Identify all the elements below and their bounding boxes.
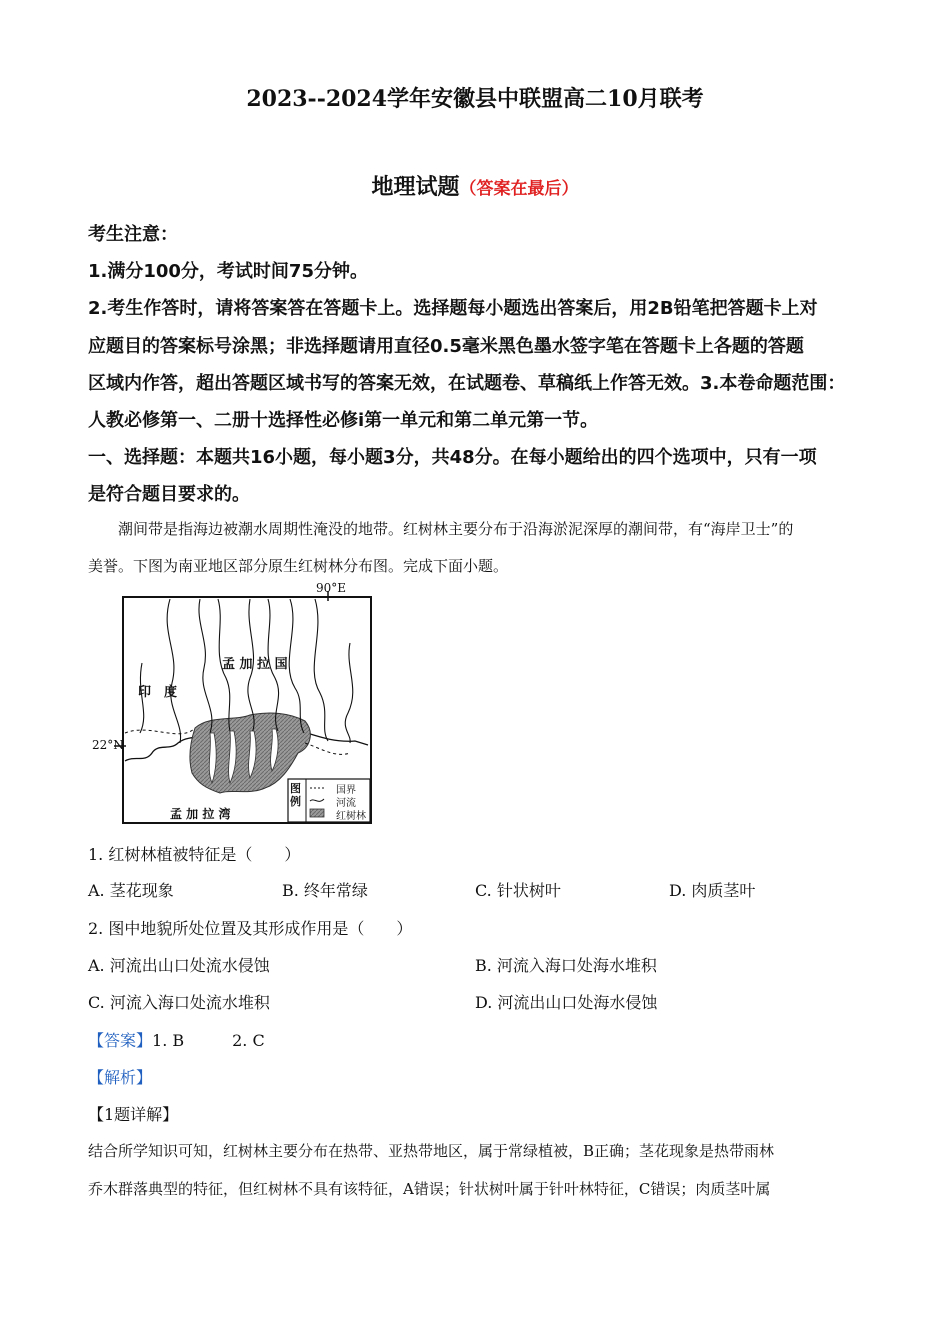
q2-option-c: C. 河流入海口处流水堆积 <box>88 993 270 1012</box>
notice-item-2-line3: 区域内作答，超出答题区域书写的答案无效，在试题卷、草稿纸上作答无效。3.本卷命题范围： <box>88 373 846 394</box>
question-2-stem: 2. 图中地貌所处位置及其形成作用是（ ） <box>88 919 413 938</box>
answer-label: 【答案】 <box>88 1031 153 1050</box>
passage-line1: 潮间带是指海边被潮水周期性淹没的地带。红树林主要分布于沿海淤泥深厚的潮间带，有“海岸卫士”的 <box>118 520 794 538</box>
legend-border-label: 国界 <box>336 785 356 796</box>
legend-mangrove-symbol <box>310 809 324 817</box>
notice-item-2-line1: 2.考生作答时，请将答案答在答题卡上。选择题每小题选出答案后，用2B铅笔把答题卡上对 <box>88 298 818 319</box>
label-india: 印 度 <box>138 685 178 700</box>
notice-heading: 考生注意： <box>88 224 178 245</box>
q2-option-d: D. 河流出山口处海水侵蚀 <box>475 993 658 1012</box>
answer-line <box>88 1028 265 1051</box>
passage-line2: 美誉。下图为南亚地区部分原生红树林分布图。完成下面小题。 <box>88 557 509 575</box>
section-heading-line2: 是符合题目要求的。 <box>88 484 250 505</box>
question-1-stem: 1. 红树林植被特征是（ ） <box>88 845 301 864</box>
q1-option-d: D. 肉质茎叶 <box>669 881 756 900</box>
subject-title <box>0 170 950 201</box>
q1-option-a: A. 茎花现象 <box>88 881 174 900</box>
answer-location-note: （答案在最后） <box>459 179 579 199</box>
legend-mangrove-label: 红树林 <box>336 811 366 822</box>
latitude-label: 22°N <box>92 738 124 752</box>
notice-item-2-line2: 应题目的答案标号涂黑；非选择题请用直径0.5毫米黑色墨水签字笔在答题卡上各题的答题 <box>88 336 804 357</box>
page-title: 2023--2024学年安徽县中联盟高二10月联考 <box>246 86 704 112</box>
q1-option-c: C. 针状树叶 <box>475 881 561 900</box>
notice-item-1: 1.满分100分，考试时间75分钟。 <box>88 261 368 282</box>
answer-values: 1. B 2. C <box>152 1031 265 1050</box>
section-heading-line1: 一、选择题：本题共16小题，每小题3分，共48分。在每小题给出的四个选项中，只有一项 <box>88 447 817 468</box>
label-bay-of-bengal: 孟 加 拉 湾 <box>170 807 231 821</box>
detail-line1: 结合所学知识可知，红树林主要分布在热带、亚热带地区，属于常绿植被，B正确；茎花现象是热带雨林 <box>88 1142 775 1160</box>
q2-option-a: A. 河流出山口处流水侵蚀 <box>88 956 270 975</box>
detail-label: 【1题详解】 <box>88 1105 179 1124</box>
analysis-label: 【解析】 <box>88 1068 153 1087</box>
q1-option-b: B. 终年常绿 <box>282 881 368 900</box>
subject-name: 地理试题 <box>371 174 460 200</box>
mangrove-map <box>92 581 380 828</box>
notice-item-2-line4: 人教必修第一、二册十选择性必修ⅰ第一单元和第二单元第一节。 <box>88 410 599 431</box>
legend-river-label: 河流 <box>336 798 356 809</box>
label-bangladesh: 孟 加 拉 国 <box>222 657 288 672</box>
detail-line2: 乔木群落典型的特征，但红树林不具有该特征，A错误；针状树叶属于针叶林特征，C错误；肉质茎叶属 <box>88 1180 771 1198</box>
q2-option-b: B. 河流入海口处海水堆积 <box>475 956 657 975</box>
longitude-label: 90°E <box>316 581 347 595</box>
legend-title: 图例 <box>290 782 301 808</box>
